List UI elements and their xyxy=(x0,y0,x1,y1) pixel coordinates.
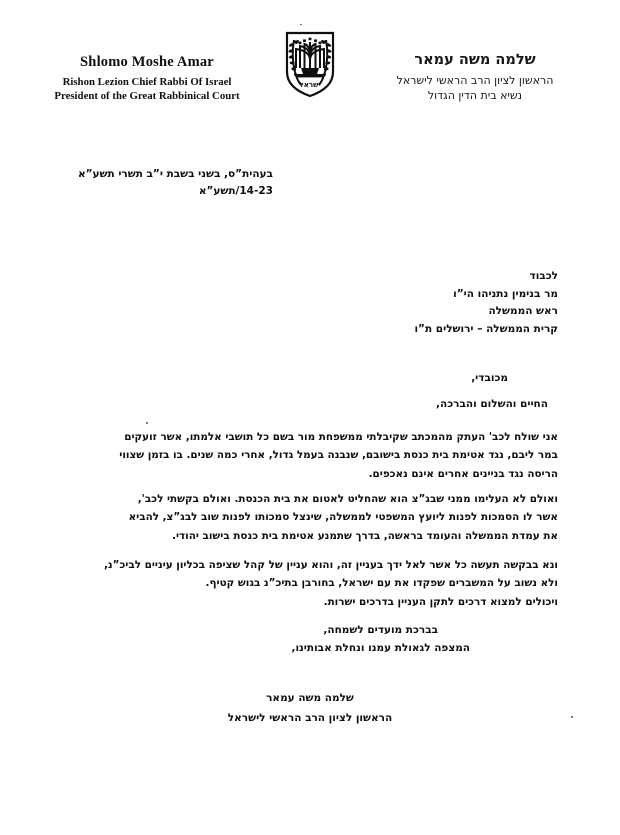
letterhead-hebrew-name: שלמה משה עמאר xyxy=(414,52,536,68)
signature-name: שלמה משה עמאר xyxy=(266,692,354,704)
body-line: הריסה נגד בניינים אחרים אינם נאכפים. xyxy=(368,467,558,480)
body-line: ויכולים למצוא דרכים לתקן העניין בדרכים ישרות. xyxy=(323,595,558,608)
body-paragraph-1 xyxy=(62,428,558,483)
reference-number: 14-23/תשע”א xyxy=(198,185,273,197)
body-line: במר ליבם, נגד אטימת בית כנסת בישובם, שנבנה בעמל גדול, אחרי כמה שנים. בו בזמן שצווי xyxy=(119,449,558,462)
letterhead-english-name: Shlomo Moshe Amar xyxy=(80,54,214,70)
body-line: את עמדת הממשלה והעומד בראשה, בדרך שתמנע אטימת בית כנסת בישוב יהודי. xyxy=(172,529,558,542)
letterhead-english-title-2: President of the Great Rabbinical Court xyxy=(54,90,240,102)
scan-speck xyxy=(146,422,148,424)
greeting-line: החיים והשלום והברכה, xyxy=(436,398,548,410)
signature-block xyxy=(0,690,620,727)
addressee-line-2: מר בנימין נתניהו הי”ו xyxy=(453,287,558,300)
letterhead-hebrew-title-1: הראשון לציון הרב הראשי לישראל xyxy=(396,74,554,87)
scan-speck xyxy=(571,716,573,718)
addressee-line-3: ראש הממשלה xyxy=(488,305,558,317)
body-line: ואולם לא העלימו ממני שבג”צ הוא שהחליט לאטום את בית הכנסת. ואולם בקשתי לכב', xyxy=(137,493,558,505)
closing-line-1: בברכת מועדים לשמחה, xyxy=(323,624,439,636)
body-paragraph-2 xyxy=(62,490,558,545)
date-block xyxy=(78,166,273,200)
closing-block xyxy=(291,622,470,657)
letterhead-english-title-1: Rishon Lezion Chief Rabbi Of Israel xyxy=(62,76,232,88)
hebrew-date: בעהית”ס, בשני בשבת י”ב תשרי תשע”א xyxy=(78,168,273,180)
body-line: ונא בבקשה תעשה כל אשר לאל ידך בעניין זה, והוא עניין של קהל שציפה בכליון עיניים לביכ”נ, xyxy=(103,559,558,571)
closing-line-2: המצפה לגאולת עמנו ונחלת אבותינו, xyxy=(291,641,470,654)
letterhead-english xyxy=(22,54,272,103)
signature-title: הראשון לציון הרב הראשי לישראל xyxy=(227,711,393,724)
scan-speck xyxy=(300,24,302,25)
body-line: אני שולח לכב' העתק מהמכתב שקיבלתי ממשפחת מור בשם כל תושבי אלמתו, אשר זועקים xyxy=(124,431,558,443)
letterhead xyxy=(0,30,620,130)
letterhead-hebrew xyxy=(360,52,590,103)
body-line: אשר לו הסמכות לפנות ליועץ המשפטי לממשלה, שינצל סמכותו לפנות שוב לבג”צ, להביא xyxy=(128,511,558,524)
israel-state-emblem-menorah-icon xyxy=(281,30,339,98)
salutation: מכובדי, xyxy=(471,372,508,384)
addressee-line-4: קרית הממשלה – ירושלים ת”ו xyxy=(414,322,558,335)
letterhead-hebrew-title-2: נשיא בית הדין הגדול xyxy=(427,89,523,102)
emblem-caption: ישראל xyxy=(299,81,321,89)
addressee-block xyxy=(414,268,558,338)
body-paragraph-3 xyxy=(62,556,558,611)
body-line: ולא נשוב על המשברים שפקדו את עם ישראל, בחורבן בתיכ”נ בגוש קטיף. xyxy=(205,577,558,590)
addressee-line-1: לכבוד xyxy=(529,270,558,282)
